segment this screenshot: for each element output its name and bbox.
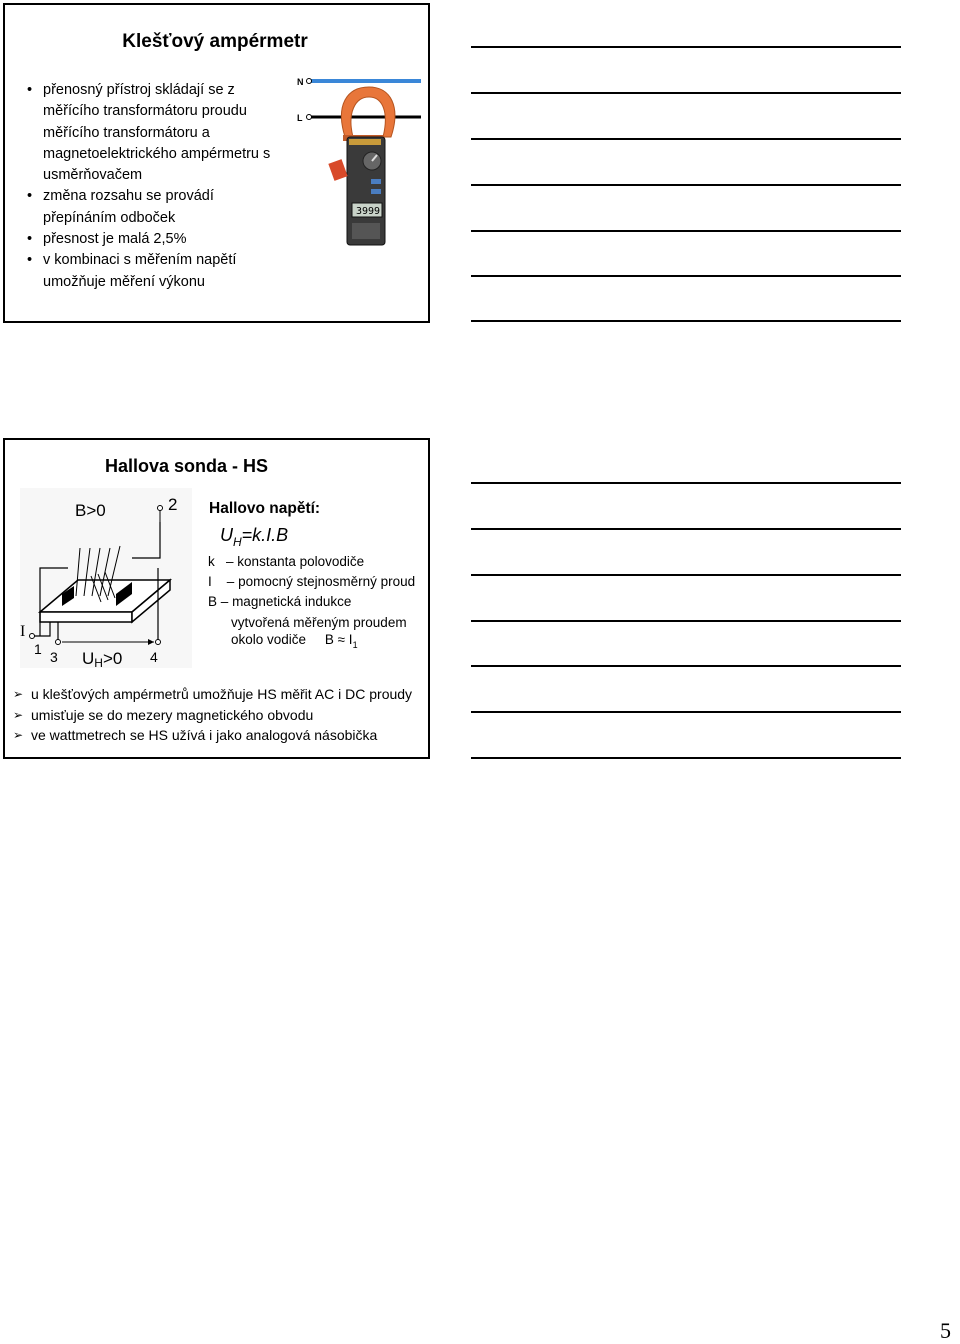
bullet-list — [27, 80, 287, 293]
clamp-lever — [328, 159, 347, 181]
hall-voltage-symbol: UH>0 — [82, 649, 123, 668]
definition-i: I – pomocný stejnosměrný proud — [208, 574, 416, 589]
hall-voltage-heading: Hallovo napětí: — [209, 500, 321, 517]
definition-b-cont2: okolo vodiče $B \approx I_1$ — [231, 632, 358, 650]
slide-clamp-ammeter — [3, 3, 430, 323]
definition-b: B – magnetická indukce — [208, 594, 352, 609]
arrow-bullet-item: ➢ umisťuje se do mezery magnetického obvodu — [13, 705, 412, 726]
bullet-item: • přesnost je malá 2,5% — [27, 229, 287, 250]
bullet-item: • v kombinaci s měřením napětí umožňuje měření výkonu — [27, 250, 287, 293]
current-label: I — [20, 623, 26, 640]
terminal-1-label: 1 — [34, 641, 42, 657]
slide-title: Hallova sonda - HS — [105, 456, 269, 476]
terminal-l — [307, 115, 312, 120]
terminal-3-label: 3 — [50, 649, 58, 665]
wire-n-label: N — [297, 77, 304, 87]
terminal-4-label: 4 — [150, 649, 158, 665]
arrow-bullet-list — [13, 684, 412, 746]
lcd-reading: 3999 — [356, 206, 381, 217]
arrow-bullet-item: ➢ ve wattmetrech se HS užívá i jako analogová násobička — [13, 725, 412, 746]
definition-b-cont: vytvořená měřeným proudem — [231, 615, 407, 630]
wire-l-label: L — [297, 113, 303, 123]
slide-hall-probe — [3, 438, 430, 759]
clamp-jaw — [341, 87, 394, 137]
hall-formula: $U_H=k.I.B$ — [220, 525, 289, 549]
terminal-n — [307, 79, 312, 84]
page-number: 5 — [940, 1318, 951, 1343]
slide-title: Klešťový ampérmetr — [122, 31, 308, 52]
meter-label — [349, 139, 381, 145]
bullet-item: • změna rozsahu se provádí přepínáním odboček — [27, 186, 287, 229]
hall-effect-diagram — [20, 488, 192, 668]
definition-k: k – konstanta polovodiče — [208, 554, 365, 569]
terminal-2-label: 2 — [168, 495, 178, 514]
b-field-label: B>0 — [75, 501, 106, 520]
clamp-meter-image — [297, 75, 423, 247]
bullet-item: • přenosný přístroj skládají se z měřícího transformátoru proudu měřícího transformátoru a magnetoelektrického ampérmetru s usměrňovačem — [27, 80, 287, 186]
arrow-bullet-item: ➢ u klešťových ampérmetrů umožňuje HS měřit AC i DC proudy — [13, 684, 412, 705]
